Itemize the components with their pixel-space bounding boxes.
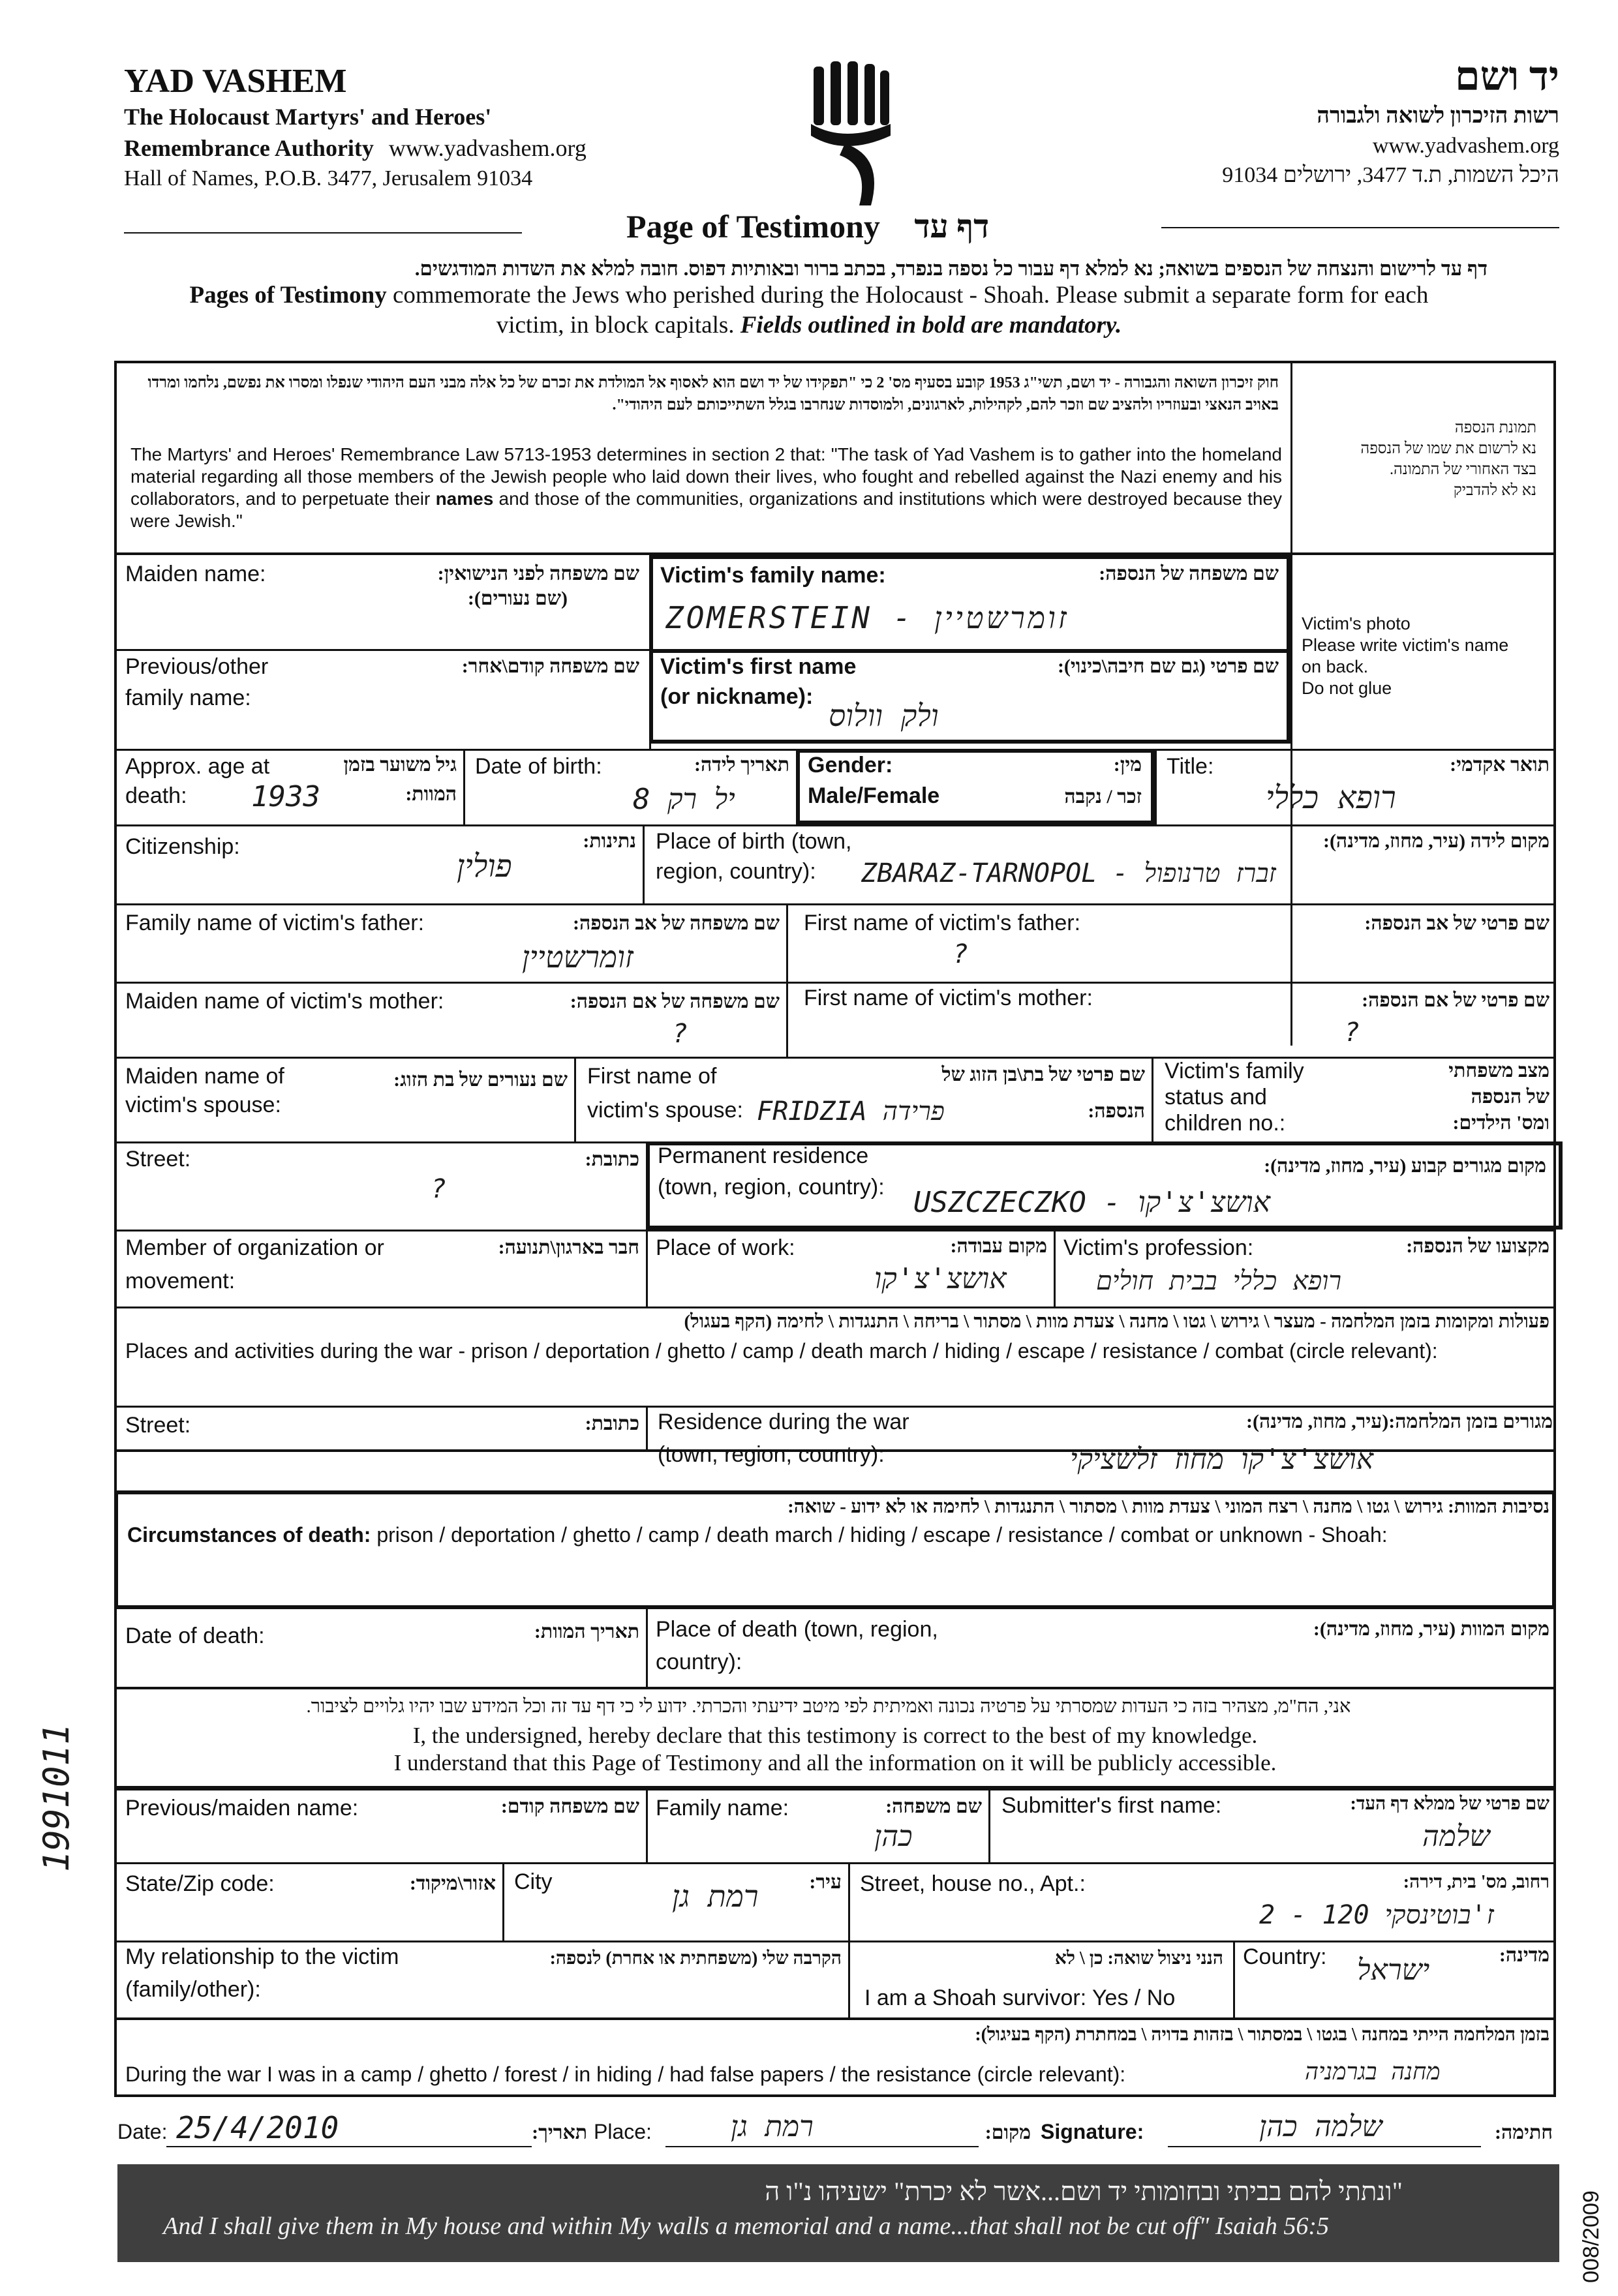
maiden-name-label: Maiden name:	[125, 562, 266, 586]
submitter-prev-maiden-he: שם משפחה קודם:	[500, 1796, 639, 1817]
country-value[interactable]: ישראל	[1357, 1954, 1430, 1987]
title-value[interactable]: רופא כללי	[1266, 779, 1396, 816]
citizenship-label: Citizenship:	[125, 834, 240, 859]
signature-value[interactable]: שלמה כהן	[1259, 2110, 1382, 2143]
title-label: Title:	[1167, 754, 1214, 779]
signature-label: Signature:	[1041, 2120, 1144, 2143]
instructions-en	[130, 280, 1488, 340]
law-line-3: lives, who fought and rebelled against the Nazi enemy and his collaborators, and to perpetuate their	[130, 466, 1283, 509]
profession-value[interactable]: רופא כללי בבית חולים	[1096, 1266, 1342, 1296]
photo-en-1: Victim's photo	[1302, 614, 1411, 633]
dob-label: Date of birth:	[475, 754, 602, 779]
photo-en-4: Do not glue	[1302, 678, 1392, 698]
date-label: Date:	[117, 2120, 168, 2143]
father-family-he: שם משפחה של אב הנספה:	[573, 913, 780, 934]
instructions-he: דף עד לרישום והנצחה של הנספים בשואה; נא למלא דף עבור כל נספה בנפרד, בכתב ברור ובאותיות דפוס. חובה למלא את השדות המודגשים.	[414, 257, 1488, 280]
submitter-family-label: Family name:	[656, 1796, 789, 1820]
relationship-label-2: (family/other):	[125, 1977, 261, 2002]
org-url-he: www.yadvashem.org	[1372, 134, 1559, 158]
dob-he: תאריך לידה:	[694, 754, 789, 776]
place-of-work-value[interactable]: אושצ'צ'קו	[874, 1262, 1007, 1295]
spouse-first-he-2: הנספה:	[1088, 1100, 1145, 1122]
place-value[interactable]: רמת גן	[731, 2110, 814, 2143]
age-he-2: המוות:	[405, 783, 457, 805]
city-he: עיר:	[809, 1871, 842, 1893]
family-status-he-1: מצב משפחתי	[1448, 1060, 1549, 1081]
spouse-first-he-1: שם פרטי של בת\בן הזוג של	[941, 1064, 1145, 1085]
war-experience-options[interactable]: During the war I was in a camp / ghetto / forest / in hiding / had false papers / the resistance (circle relevant):	[125, 2062, 1126, 2086]
org-name-he: יד ושם	[1454, 55, 1559, 99]
circumstances-options[interactable]: prison / deportation / ghetto / camp / death march / hiding / escape / resistance / combat or unknown - Shoah:	[376, 1523, 1388, 1547]
permanent-res-label-1: Permanent residence	[658, 1143, 869, 1168]
photo-he-2: נא לרשום את שמו של הנספה	[1360, 440, 1536, 457]
title-he: תואר אקדמי:	[1450, 754, 1549, 776]
law-names: names	[435, 489, 494, 509]
first-name-value[interactable]: ולק וולוס	[829, 698, 939, 733]
country-label: Country:	[1243, 1944, 1327, 1969]
family-status-label-3: children no.:	[1165, 1111, 1286, 1136]
spouse-maiden-label-2: victim's spouse:	[125, 1093, 281, 1117]
member-org-he: חבר בארגון\תנועה:	[498, 1237, 639, 1258]
submitter-prev-maiden-label: Previous/maiden name:	[125, 1796, 359, 1820]
submitter-street-label: Street, house no., Apt.:	[860, 1871, 1086, 1896]
instructions-line-1: commemorate the Jews who perished during the Holocaust - Shoah. Please submit a separate form for each	[392, 282, 1429, 309]
place-he: מקום:	[985, 2122, 1031, 2143]
activities-he: פעולות ומקומות בזמן המלחמה - מעצר \ גירוש \ גטו \ מחנה \ צעדת מוות \ מסתור \ בריחה \ התנגדות \ לחימה (הקף בעגול)	[684, 1311, 1549, 1332]
survivor-he: הנני ניצול שואה: כן \ לא	[1054, 1948, 1223, 1969]
instructions-mandatory: Fields outlined in bold are mandatory.	[740, 312, 1122, 339]
permanent-res-he: מקום מגורים קבוע (עיר, מחוז, מדינה):	[1264, 1155, 1546, 1177]
declaration-he: אני, הח"מ, מצהיר בזה כי העדות שמסרתי על פרטיה נכונה ואמיתית לפי מיטב ידיעתי והכרתי. ידוע לי כי דף עד זה וכל המידע שבו יהיו גלויים לציבור.	[306, 1696, 1351, 1717]
father-first-he: שם פרטי של אב הנספה:	[1364, 913, 1549, 934]
instructions-line-2: victim, in block capitals.	[496, 312, 735, 339]
survivor-options[interactable]: I am a Shoah survivor: Yes / No	[864, 1986, 1176, 2010]
date-of-death-he: תאריך המוות:	[534, 1621, 639, 1642]
country-he: מדינה:	[1499, 1944, 1549, 1966]
war-residence-he: מגורים בזמן המלחמה:(עיר, מחוז, מדינה):	[1245, 1411, 1553, 1432]
org-header-en	[124, 62, 587, 194]
city-value[interactable]: רמת גן	[672, 1879, 759, 1914]
family-status-label-2: status and	[1165, 1085, 1267, 1110]
law-line-1: The Martyrs' and Heroes' Remembrance Law 5713-1953 determines in section 2 that: "The task of Yad Vashem is	[130, 444, 1054, 464]
mother-first-he: שם פרטי של אם הנספה:	[1362, 989, 1549, 1011]
first-name-label-1: Victim's first name	[660, 654, 857, 679]
zip-he: אזור\מיקוד:	[409, 1873, 496, 1894]
war-street-he: כתובת:	[585, 1413, 639, 1434]
family-name-he: שם משפחה של הנספה:	[1099, 563, 1279, 584]
dob-value[interactable]: 8 יל רק	[633, 783, 735, 816]
birth-place-label-1: Place of birth (town,	[656, 829, 852, 854]
father-family-value[interactable]: זומרשטיין	[522, 939, 633, 974]
declaration-en	[114, 1722, 1556, 1777]
law-text-he: חוק זיכרון השואה והגבורה - יד ושם, תשי"ג 1953 קובע בסעיף מס' 2 כי "תפקידו של יד ושם הוא לאסוף אל המולדת את זכרם של כל אלה מבני העם היהודי שנפלו ומסרו את נפשם, נלחמו ומרדו באויב הנאצי ובעוזריו ולהציב שם וזכר להם, לקהילות, לארגונים, ולמוסדות שנחרבו בגלל השתייכותם לעם היהודי".	[147, 374, 1279, 414]
law-text-en	[130, 444, 1282, 532]
photo-en-2: Please write victim's name	[1302, 635, 1509, 655]
mother-maiden-value[interactable]: ?	[672, 1019, 688, 1049]
org-address: Hall of Names, P.O.B. 3477, Jerusalem 91034	[124, 166, 533, 190]
page-title-en: Page of Testimony	[626, 208, 880, 245]
date-value[interactable]: 25/4/2010	[176, 2110, 339, 2145]
member-org-label-1: Member of organization or	[125, 1235, 384, 1260]
signature-he: חתימה:	[1495, 2122, 1553, 2143]
family-status-he-3: ומס' הילדים:	[1452, 1112, 1549, 1134]
org-subtitle-he: רשות הזיכרון לשואה ולגבורה	[1317, 104, 1559, 128]
relationship-he: הקרבה שלי (משפחתית או אחרת) לנספה:	[549, 1948, 842, 1969]
photo-he-4: נא לא להדביק	[1453, 482, 1536, 499]
spouse-maiden-he: שם נעורים של בת הזוג:	[393, 1069, 568, 1091]
birth-place-value[interactable]: ZBARAZ-TARNOPOL - זברז טרנופול	[861, 858, 1276, 888]
margin-number: 1991011	[36, 1723, 77, 1872]
member-org-label-2: movement:	[125, 1269, 236, 1293]
law-line-2: to gather into the homeland material regarding all those members of the Jewish people who laid down their	[130, 444, 1282, 487]
date-of-death-label: Date of death:	[125, 1624, 265, 1648]
maiden-name-he: שם משפחה לפני הנישואין:	[437, 563, 639, 584]
street-value[interactable]: ?	[431, 1174, 447, 1204]
quote-banner	[117, 2164, 1559, 2262]
page-title	[626, 207, 989, 245]
war-residence-value[interactable]: אושצ'צ'קו מחוז זלשציקי	[1070, 1443, 1374, 1476]
war-street-label: Street:	[125, 1413, 191, 1438]
form-code: 008/2009	[1579, 2190, 1604, 2283]
permanent-res-label-2: (town, region, country):	[658, 1175, 885, 1200]
gender-options-he[interactable]: זכר / נקבה	[1064, 786, 1142, 808]
yad-vashem-logo	[799, 59, 904, 209]
place-of-death-he: מקום המוות (עיר, מחוז, מדינה):	[1313, 1618, 1549, 1640]
birth-place-he: מקום לידה (עיר, מחוז, מדינה):	[1322, 830, 1549, 852]
spouse-first-label-1: First name of	[587, 1064, 717, 1089]
city-label: City	[514, 1869, 553, 1894]
citizenship-value[interactable]: פולין	[457, 848, 512, 884]
age-label-2: death:	[125, 783, 187, 808]
photo-instructions-he	[1302, 417, 1536, 501]
profession-he: מקצועו של הנספה:	[1406, 1235, 1549, 1257]
father-first-value[interactable]: ?	[953, 939, 969, 969]
place-of-death-label-2: country):	[656, 1650, 742, 1674]
age-label-1: Approx. age at	[125, 754, 270, 779]
birth-place-label-2: region, country):	[656, 859, 816, 884]
quote-en: And I shall give them in My house and within My walls a memorial and a name...that shall not be cut off" Isaiah 56:5	[163, 2213, 1330, 2240]
father-family-label: Family name of victim's father:	[125, 911, 425, 935]
place-of-death-label-1: Place of death (town, region,	[656, 1617, 938, 1642]
gender-options[interactable]: Male/Female	[808, 783, 940, 808]
first-name-label-2: (or nickname):	[660, 684, 814, 709]
law-line-4: and those of the communities, organizations and institutions which were destroyed because they were Jewish."	[130, 489, 1283, 531]
declaration-en-2: I understand that this Page of Testimony and all the information on it will be publicly accessible.	[393, 1750, 1277, 1775]
place-label: Place:	[594, 2120, 652, 2143]
circumstances-en[interactable]	[127, 1523, 1388, 1547]
submitter-family-value[interactable]: כהן	[874, 1820, 913, 1853]
org-subtitle-2: Remembrance Authority	[124, 135, 374, 161]
circumstances-he: נסיבות המוות: גירוש \ גטו \ מחנה \ רצח המוני \ צעדת מוות \ מסתור \ התנגדות \ לחימה או לא ידוע - שואה:	[787, 1496, 1549, 1517]
profession-label: Victim's profession:	[1063, 1235, 1254, 1260]
place-of-work-label: Place of work:	[656, 1235, 795, 1260]
war-residence-frame	[114, 1452, 1556, 1490]
first-name-he: שם פרטי (גם שם חיבה\כינוי):	[1057, 656, 1279, 677]
mother-first-label: First name of victim's mother:	[804, 986, 1093, 1010]
relationship-label-1: My relationship to the victim	[125, 1944, 399, 1969]
street-he: כתובת:	[585, 1149, 639, 1170]
spouse-first-label-2: victim's spouse:	[587, 1098, 743, 1123]
zip-label: State/Zip code:	[125, 1871, 275, 1896]
prev-family-label-1: Previous/other	[125, 654, 269, 679]
war-experience-he: בזמן המלחמה הייתי במחנה \ בגטו \ במסתור \ בזהות בדויה \ במחתרת (הקף בעיגול):	[975, 2025, 1549, 2045]
submitter-street-value[interactable]: ז'בוטינסקי 120 - 2	[1259, 1900, 1494, 1930]
declaration-en-1: I, the undersigned, hereby declare that this testimony is correct to the best of my knowledge.	[412, 1723, 1258, 1748]
family-status-he-2: של הנספה	[1471, 1086, 1549, 1108]
org-address-he: היכל השמות, ת.ד 3477, ירושלים 91034	[1222, 163, 1559, 187]
family-name-value[interactable]: ZOMERSTEIN - זומרשטיין	[665, 600, 1069, 635]
submitter-street-he: רחוב, מס' בית, דירה:	[1403, 1872, 1549, 1892]
page-title-he: דף עד	[914, 208, 990, 245]
quote-he: "ונתתי להם בביתי ובחומותי יד ושם...אשר לא יכרת" ישעיהו נ"ו ה	[765, 2177, 1403, 2206]
mother-maiden-he: שם משפחה של אם הנספה:	[570, 991, 780, 1012]
permanent-res-value[interactable]: USZCZECZKO - אושצ'צ'קו	[913, 1186, 1271, 1219]
instructions-bold: Pages of Testimony	[189, 282, 387, 309]
spouse-first-value[interactable]: FRIDZIA פרידה	[757, 1096, 945, 1126]
org-subtitle-1: The Holocaust Martyrs' and Heroes'	[124, 104, 492, 130]
family-status-label-1: Victim's family	[1165, 1059, 1304, 1083]
submitter-first-he: שם פרטי של ממלא דף העד:	[1350, 1794, 1549, 1814]
mother-first-value[interactable]: ?	[1344, 1018, 1360, 1048]
prev-family-label-2: family name:	[125, 686, 251, 710]
mother-maiden-label: Maiden name of victim's mother:	[125, 989, 444, 1014]
prev-family-he: שם משפחה קודם\אחר:	[461, 656, 639, 677]
org-name: YAD VASHEM	[124, 63, 347, 100]
place-of-work-he: מקום עבודה:	[950, 1235, 1047, 1257]
war-residence-label-2: (town, region, country):	[658, 1442, 885, 1467]
street-label: Street:	[125, 1147, 191, 1171]
photo-he-1: תמונת הנספה	[1454, 419, 1536, 436]
spouse-maiden-label-1: Maiden name of	[125, 1064, 284, 1089]
gender-he: מין:	[1113, 754, 1142, 776]
war-residence-label-1: Residence during the war	[658, 1410, 909, 1434]
submitter-family-he: שם משפחה:	[885, 1796, 982, 1817]
date-he: תאריך:	[532, 2122, 587, 2143]
age-value[interactable]: 1933	[251, 780, 320, 813]
war-experience-value[interactable]: מחנה בגרמניה	[1305, 2059, 1441, 2085]
org-subtitle-2-row	[124, 132, 587, 164]
photo-he-3: בצד האחורי של התמונה.	[1390, 461, 1536, 478]
photo-en-3: on back.	[1302, 657, 1369, 676]
activities-en[interactable]: Places and activities during the war - prison / deportation / ghetto / camp / death march / hiding / escape / resistance / combat (circle relevant):	[125, 1339, 1438, 1363]
circumstances-label: Circumstances of death:	[127, 1523, 371, 1547]
age-he-1: גיל משוער בזמן	[343, 754, 457, 776]
submitter-first-value[interactable]: שלמה	[1422, 1820, 1490, 1853]
maiden-name-he-2: (שם נעורים):	[467, 588, 568, 609]
submitter-first-label: Submitter's first name:	[1001, 1793, 1222, 1818]
org-url: www.yadvashem.org	[388, 135, 587, 161]
org-header-he	[1103, 53, 1559, 190]
family-name-label: Victim's family name:	[660, 563, 886, 588]
father-first-label: First name of victim's father:	[804, 911, 1081, 935]
citizenship-he: נתינות:	[583, 830, 636, 852]
gender-label: Gender:	[808, 753, 893, 778]
